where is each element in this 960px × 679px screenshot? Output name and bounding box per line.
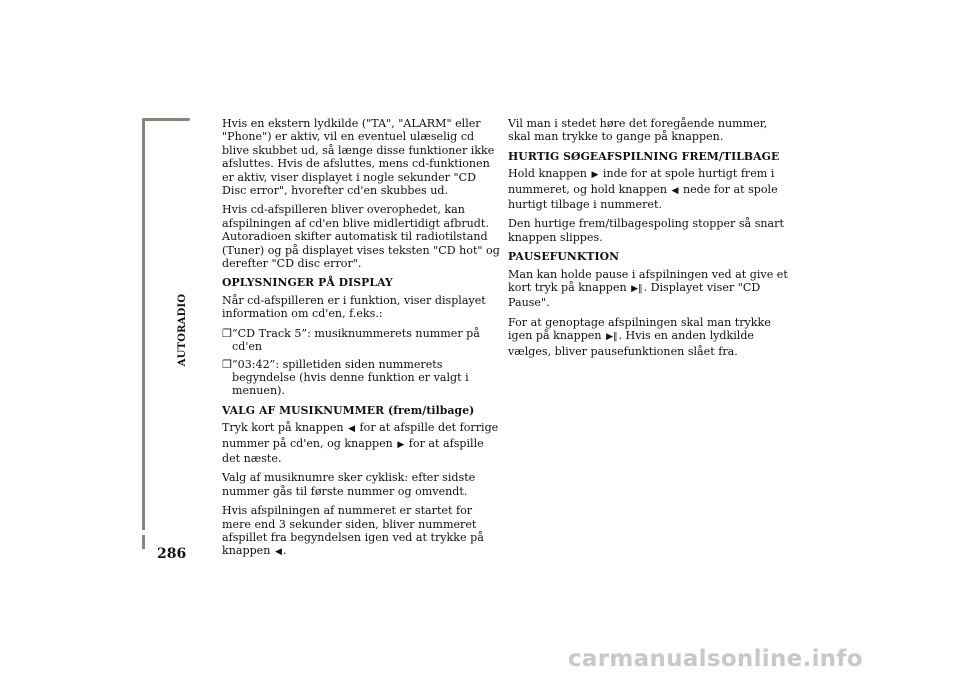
text-run: Hold knappen — [508, 167, 587, 181]
section-label: AUTORADIO — [177, 293, 188, 367]
paragraph: Når cd-afspilleren er i funktion, viser displayet information om cd'en, f.eks.: — [222, 293, 486, 321]
checkbox-bullet-icon: ❐ — [222, 326, 232, 340]
paragraph: Den hurtige frem/tilbagespoling stopper så snart knappen slippes. — [508, 217, 784, 244]
heading-fast-search: HURTIG SØGEAFSPILNING FREM/TILBAGE — [508, 149, 780, 163]
paragraph: Vil man i stedet høre det foregående nummer, skal man trykke to gange på knappen. — [508, 117, 768, 144]
text-run: . — [282, 544, 287, 558]
text-run: for at afspille det næste. — [222, 436, 484, 465]
page-number: 286 — [157, 546, 187, 562]
right-column — [508, 117, 793, 364]
left-column — [222, 117, 500, 566]
arrow-left-icon: ◀ — [348, 424, 355, 435]
margin-rule-horizontal — [142, 118, 190, 121]
paragraph — [222, 504, 500, 560]
margin-rule-bottom — [142, 535, 145, 549]
arrow-left-icon: ◀ — [671, 185, 679, 196]
watermark: carmanualsonline.info — [568, 646, 863, 672]
text-run: Tryk kort på knappen — [222, 421, 344, 435]
text-run: Hvis afspilningen af nummeret er startet for mere end 3 sekunder siden, bliver nummeret afspillet fra begyndelsen igen ved at trykke på knappen — [222, 504, 484, 558]
paragraph — [508, 167, 793, 211]
paragraph — [508, 268, 793, 310]
checkbox-bullet-icon: ❐ — [222, 357, 232, 371]
heading-pause: PAUSEFUNKTION — [508, 250, 620, 264]
heading-display-info: OPLYSNINGER PÅ DISPLAY — [222, 276, 393, 290]
list-item-text: “CD Track 5”: musiknummerets nummer på cd'en — [232, 326, 480, 354]
paragraph — [508, 316, 793, 358]
play-pause-icon: ▶‖ — [606, 332, 618, 343]
list-item-text: “03:42”: spilletiden siden nummerets begyndelse (hvis denne funktion er valgt i menuen). — [232, 357, 469, 398]
heading-track-selection: VALG AF MUSIKNUMMER (frem/tilbage) — [222, 403, 475, 417]
paragraph — [222, 421, 500, 465]
list-item — [222, 358, 500, 398]
play-pause-icon: ▶‖ — [631, 284, 643, 295]
text-run: . Displayet viser "CD Pause". — [508, 281, 761, 310]
arrow-right-icon: ▶ — [397, 439, 405, 450]
text-run: For at genoptage afspilningen skal man trykke igen på knappen — [508, 315, 771, 343]
paragraph: Hvis cd-afspilleren bliver overophedet, kan afspilningen af cd'en blive midlertidigt afbrudt. Autoradioen skifter automatisk til radiotilstand (Tuner) og på displayet vises teksten "CD hot" og derefter "CD disc error". — [222, 203, 500, 271]
text-run: inde for at spole hurtigt frem i nummeret, og hold knappen — [508, 167, 775, 196]
text-run: nede for at spole hurtigt tilbage i nummeret. — [508, 182, 778, 212]
paragraph: Hvis en ekstern lydkilde ("TA", "ALARM" eller "Phone") er aktiv, vil en eventuel ulæselig cd blive skubbet ud, så længe disse funktioner ikke afsluttes. Hvis de afsluttes, mens cd-funktionen er aktiv, viser displayet i nogle sekunder "CD Disc error", hvorefter cd'en skubbes ud. — [222, 117, 495, 198]
arrow-right-icon: ▶ — [591, 170, 599, 181]
text-run: Man kan holde pause i afspilningen ved at give et kort tryk på knappen — [508, 267, 788, 295]
margin-rule-vertical — [142, 118, 145, 530]
list-item — [222, 327, 500, 354]
arrow-left-icon: ◀ — [274, 547, 282, 558]
text-run: for at afspille det forrige nummer på cd'en, og knappen — [222, 421, 499, 450]
text-run: . Hvis en anden lydkilde vælges, bliver pausefunktionen slået fra. — [508, 329, 754, 358]
paragraph: Valg af musiknumre sker cyklisk: efter sidste nummer gås til første nummer og omvendt. — [222, 471, 476, 498]
